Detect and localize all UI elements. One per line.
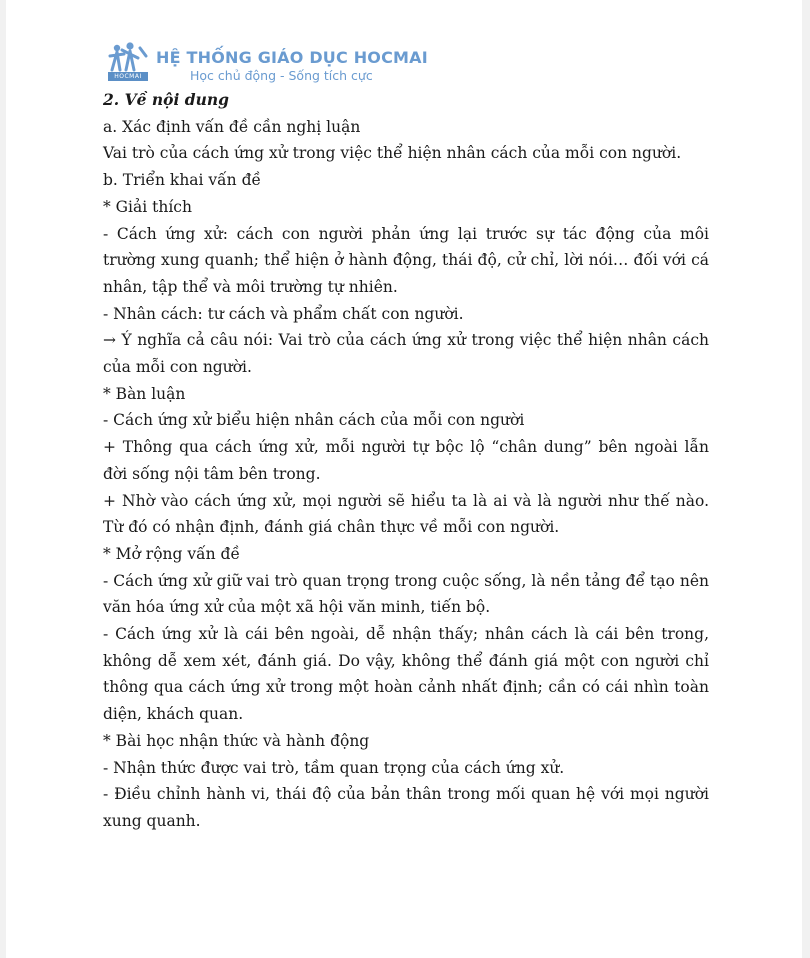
paragraph-behavior-definition: - Cách ứng xử: cách con người phản ứng lại trước sự tác động của môi trường xung quanh; thể hiện ở hành động, thái độ, cử chỉ, lời nói… đối với cá nhân, tập thể và môi trường tự nhiên.	[103, 224, 709, 296]
paragraph-discussion-point: - Cách ứng xử biểu hiện nhân cách của mỗi con người	[103, 411, 525, 430]
section-title: 2. Về nội dung	[103, 90, 229, 109]
paragraph-lesson-1: - Nhận thức được vai trò, tầm quan trọng của cách ứng xử.	[103, 758, 565, 777]
paragraph-develop-issue: b. Triển khai vấn đề	[103, 171, 262, 190]
brand-title: HỆ THỐNG GIÁO DỤC HOCMAI	[156, 48, 428, 67]
paragraph-identify-issue: a. Xác định vấn đề cần nghị luận	[103, 117, 361, 136]
paragraph-expand-heading: * Mở rộng vấn đề	[103, 544, 241, 563]
paragraph-discussion-heading: * Bàn luận	[103, 384, 186, 403]
paragraph-discussion-plus-2: + Nhờ vào cách ứng xử, mọi người sẽ hiểu ta là ai và là người như thế nào. Từ đó có nhận định, đánh giá chân thực về mỗi con người.	[103, 491, 709, 537]
paragraph-personality-definition: - Nhân cách: tư cách và phẩm chất con người.	[103, 304, 464, 323]
paragraph-expand-1: - Cách ứng xử giữ vai trò quan trọng trong cuộc sống, là nền tảng để tạo nên văn hóa ứng xử của một xã hội văn minh, tiến bộ.	[103, 571, 709, 617]
page-header	[106, 42, 506, 84]
paragraph-meaning: → Ý nghĩa cả câu nói: Vai trò của cách ứng xử trong việc thể hiện nhân cách của mỗi con người.	[103, 331, 709, 377]
people-logo-icon	[106, 42, 150, 72]
paragraph-explain-heading: * Giải thích	[103, 197, 192, 216]
logo-label: HOCMAI	[108, 72, 148, 81]
paragraph-issue-statement: Vai trò của cách ứng xử trong việc thể hiện nhân cách của mỗi con người.	[103, 144, 682, 163]
paragraph-discussion-plus-1: + Thông qua cách ứng xử, mỗi người tự bộc lộ “chân dung” bên ngoài lẫn đời sống nội tâm bên trong.	[103, 438, 709, 483]
paragraph-lesson-2: - Điều chỉnh hành vi, thái độ của bản thân trong mối quan hệ với mọi người xung quanh.	[103, 785, 709, 830]
document-page	[6, 0, 802, 958]
paragraph-lesson-heading: * Bài học nhận thức và hành động	[103, 731, 370, 750]
brand-slogan: Học chủ động - Sống tích cực	[190, 68, 373, 83]
document-body	[103, 87, 709, 835]
paragraph-expand-2: - Cách ứng xử là cái bên ngoài, dễ nhận thấy; nhân cách là cái bên trong, không dễ xem xét, đánh giá. Do vậy, không thể đánh giá một con người chỉ thông qua cách ứng xử trong một hoàn cảnh nhất định; cần có cái nhìn toàn diện, khách quan.	[103, 625, 709, 724]
hocmai-logo	[106, 42, 150, 82]
